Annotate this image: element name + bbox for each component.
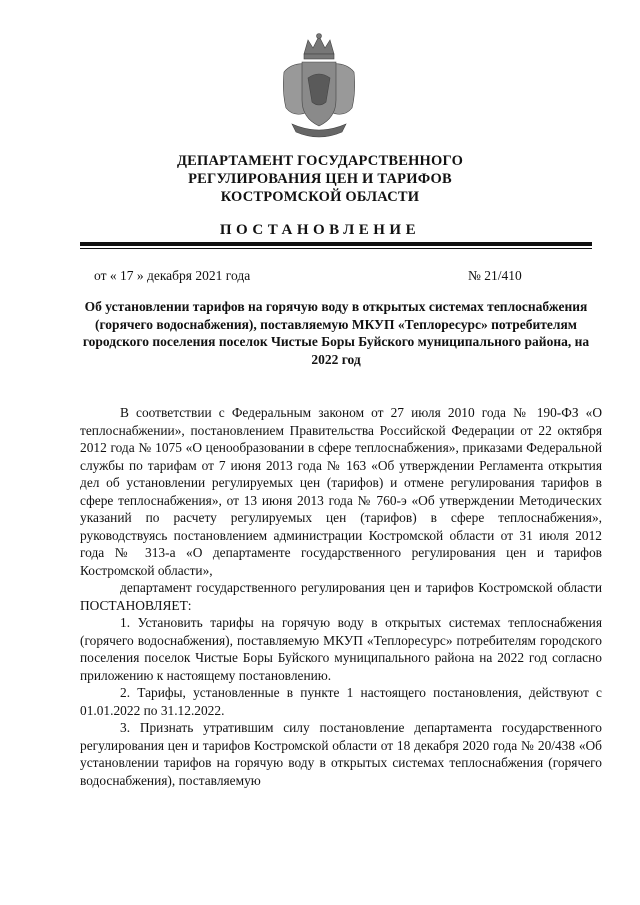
department-line-2: РЕГУЛИРОВАНИЯ ЦЕН И ТАРИФОВ [188,171,452,187]
department-line-1: ДЕПАРТАМЕНТ ГОСУДАРСТВЕННОГО [176,153,464,169]
paragraph-legal-basis: В соответствии с Федеральным законом от 27 июля 2010 года № 190-ФЗ «О теплоснабжении», постановлением Правительства Российской Федерации от 22 октября 2012 года № 1075 «О ценообразовании в сфере теплоснабжения», приказами Федеральной службы по тарифам от 7 июня 2013 года № 163 «Об утверждении Регламента открытия дел об установлении регулируемых цен (тарифов) и отмене регулирования тарифов в сфере теплоснабжения», от 13 июня 2013 года № 760-э «Об утверждении Методических указаний по расчету регулируемых цен (тарифов) в сфере теплоснабжения», руководствуясь постановлением администрации Костромской области от 31 июля 2012 года № 313-а «О департаменте государственного регулирования цен и тарифов Костромской области», [80,405,602,578]
paragraph-item-2: 2. Тарифы, установленные в пункте 1 настоящего постановления, действуют с 01.01.2022 по 31.12.2022. [80,685,602,718]
paragraph-item-1: 1. Установить тарифы на горячую воду в открытых системах теплоснабжения (горячего водоснабжения), поставляемую МКУП «Теплоресурс» потребителям городского поселения поселок Чистые Боры Буйского муниципального района на 2022 год согласно приложению к настоящему постановлению. [80,615,602,683]
thin-divider [80,248,592,249]
thick-divider [80,242,592,246]
document-number: № 21/410 [468,268,522,283]
document-type: ПОСТАНОВЛЕНИЕ [219,222,421,238]
document-body [80,404,602,789]
paragraph-item-3: 3. Признать утратившим силу постановление департамента государственного регулирования цен и тарифов Костромской области от 18 декабря 2020 года № 20/438 «Об установлении тарифов на горячую воду в открытых системах теплоснабжения (горячего водоснабжения), поставляемую [80,720,602,788]
document-date: от « 17 » декабря 2021 года [94,268,251,283]
paragraph-resolves: департамент государственного регулирования цен и тарифов Костромской области ПОСТАНОВЛЯЕТ: [80,580,602,613]
department-line-3: КОСТРОМСКОЙ ОБЛАСТИ [220,189,420,205]
coat-of-arms-icon [278,32,360,142]
document-subject: Об установлении тарифов на горячую воду в открытых системах теплоснабжения (горячего водоснабжения), поставляемую МКУП «Теплоресурс» потребителям городского поселения поселок Чистые Боры Буйского муниципального района, на 2022 год [82,299,590,367]
department-name [0,152,640,206]
